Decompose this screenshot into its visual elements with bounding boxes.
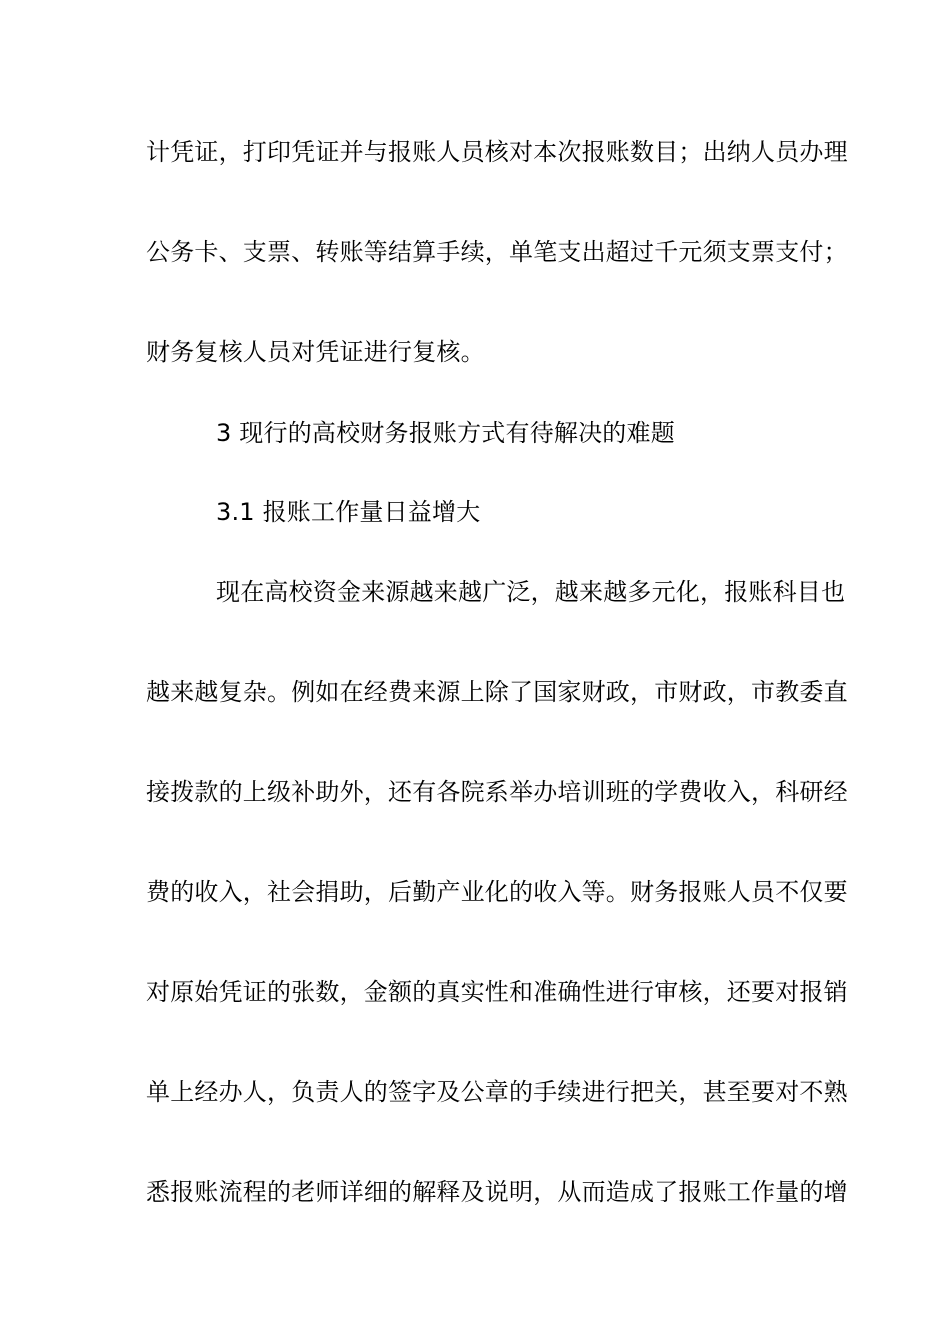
text-line: 财务复核人员对凭证进行复核。 xyxy=(146,338,485,366)
text-line: 悉报账流程的老师详细的解释及说明，从而造成了报账工作量的增 xyxy=(146,1178,848,1206)
text-line: 费的收入，社会捐助，后勤产业化的收入等。财务报账人员不仅要 xyxy=(146,878,848,906)
text-line: 对原始凭证的张数，金额的真实性和准确性进行审核，还要对报销 xyxy=(146,978,848,1006)
text-line: 单上经办人，负责人的签字及公章的手续进行把关，甚至要对不熟 xyxy=(146,1078,848,1106)
text-line: 接拨款的上级补助外，还有各院系举办培训班的学费收入，科研经 xyxy=(146,778,848,806)
text-line: 计凭证，打印凭证并与报账人员核对本次报账数目；出纳人员办理 xyxy=(146,138,848,166)
text-line: 越来越复杂。例如在经费来源上除了国家财政，市财政，市教委直 xyxy=(146,678,848,706)
text-line: 现在高校资金来源越来越广泛，越来越多元化，报账科目也 xyxy=(216,578,846,606)
text-line: 公务卡、支票、转账等结算手续，单笔支出超过千元须支票支付； xyxy=(146,238,848,266)
section-heading: 3 现行的高校财务报账方式有待解决的难题 xyxy=(216,419,675,447)
subsection-heading: 3.1 报账工作量日益增大 xyxy=(216,498,481,526)
